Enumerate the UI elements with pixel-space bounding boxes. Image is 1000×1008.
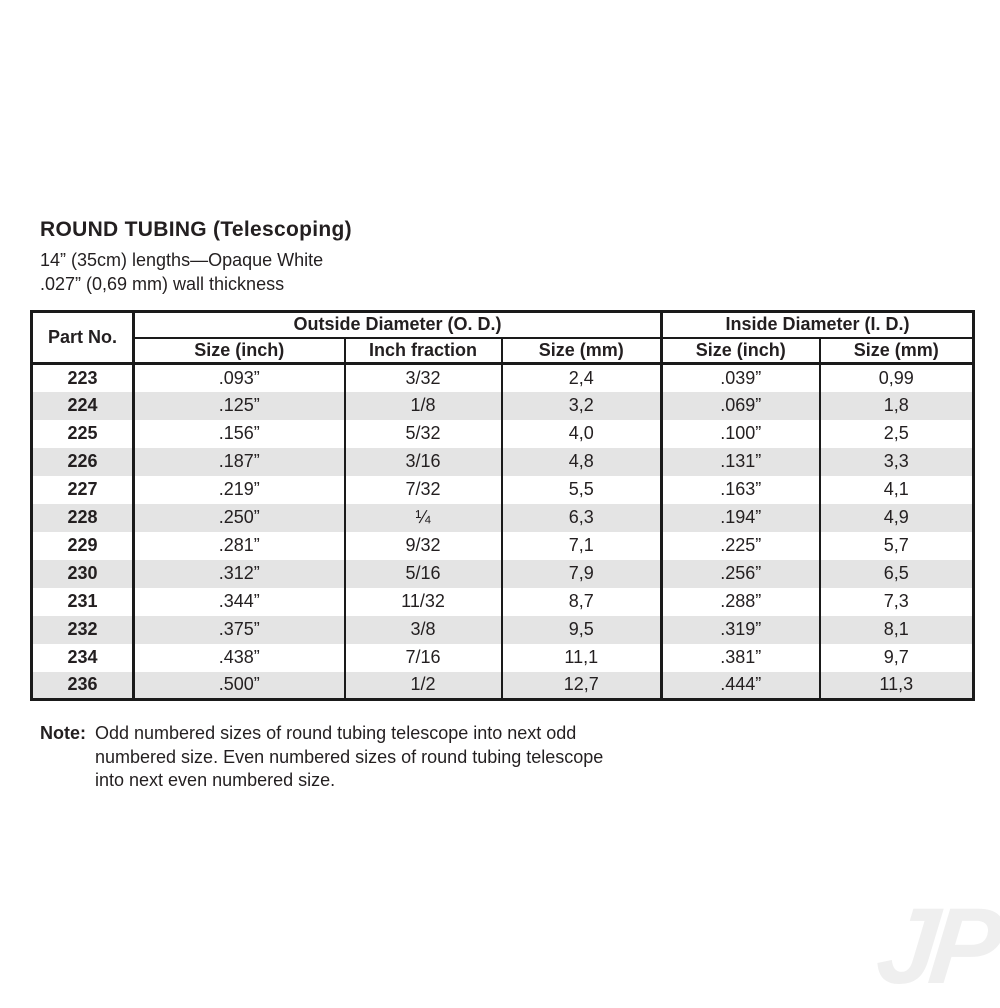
- cell-id-mm: 4,9: [883, 507, 909, 527]
- cell-od-inch: .156”: [134, 420, 345, 448]
- table-header-row-subs: [32, 338, 974, 364]
- table-row: [32, 560, 974, 588]
- table-row: [32, 448, 974, 476]
- cell-od-fraction: 7/16: [345, 644, 502, 672]
- cell-od-mm: 9,5: [502, 616, 662, 644]
- col-header-part-no: Part No.: [32, 312, 134, 364]
- cell-od-fraction: 1/2: [345, 672, 502, 700]
- cell-od-inch: .093”: [134, 364, 345, 392]
- cell-od-fraction: 3/16: [345, 448, 502, 476]
- cell-od-mm: 4,8: [502, 448, 662, 476]
- cell-part-no: 223: [32, 364, 134, 392]
- cell-id-inch: .163”: [662, 476, 820, 504]
- cell-id-inch: .225”: [662, 532, 820, 560]
- cell-od-fraction: ¼: [345, 504, 502, 532]
- cell-od-inch: .500”: [134, 672, 345, 700]
- cell-od-fraction: 3/8: [345, 616, 502, 644]
- table-body: [32, 364, 974, 700]
- cell-od-inch: .438”: [134, 644, 345, 672]
- cell-od-inch: .250”: [134, 504, 345, 532]
- cell-id-mm: 3,3: [883, 451, 909, 471]
- cell-od-inch: .344”: [134, 588, 345, 616]
- cell-od-mm: 4,0: [502, 420, 662, 448]
- cell-id-inch: .100”: [662, 420, 820, 448]
- cell-id-mm: 4,1: [883, 479, 909, 499]
- note-block: [40, 722, 603, 793]
- cell-id-mm: 5,7: [883, 535, 909, 555]
- cell-id-mm: 1,8: [883, 395, 909, 415]
- cell-od-inch: .187”: [134, 448, 345, 476]
- cell-od-mm: 7,9: [502, 560, 662, 588]
- cell-part-no: 229: [32, 532, 134, 560]
- cell-id-mm: 0,99: [878, 367, 914, 388]
- cell-od-inch: .281”: [134, 532, 345, 560]
- cell-od-mm: 11,1: [502, 644, 662, 672]
- cell-id-inch: .069”: [662, 392, 820, 420]
- col-header-od-size-mm: Size (mm): [502, 338, 662, 364]
- cell-id-mm: 6,5: [883, 563, 909, 583]
- tubing-size-table: [30, 310, 975, 701]
- table-row: [32, 616, 974, 644]
- table-row: [32, 588, 974, 616]
- col-header-od-size-inch: Size (inch): [134, 338, 345, 364]
- cell-od-fraction: 7/32: [345, 476, 502, 504]
- cell-id-inch: .319”: [662, 616, 820, 644]
- subtitle-line-wall-thickness: .027” (0,69 mm) wall thickness: [40, 274, 285, 294]
- col-header-id-size-inch: Size (inch): [662, 338, 820, 364]
- cell-id-inch: .381”: [662, 644, 820, 672]
- cell-part-no: 236: [32, 672, 134, 700]
- cell-od-inch: .219”: [134, 476, 345, 504]
- table-row: [32, 504, 974, 532]
- table-header: [32, 312, 974, 364]
- cell-part-no: 228: [32, 504, 134, 532]
- cell-id-inch: .288”: [662, 588, 820, 616]
- cell-id-inch: .256”: [662, 560, 820, 588]
- cell-id-mm: 2,5: [883, 423, 909, 443]
- table-header-row-groups: [32, 312, 974, 338]
- cell-od-fraction: 1/8: [345, 392, 502, 420]
- col-header-od-inch-fraction: Inch fraction: [345, 338, 502, 364]
- table-row: [32, 476, 974, 504]
- cell-od-mm: 12,7: [502, 672, 662, 700]
- table-row: [32, 532, 974, 560]
- cell-od-mm: 2,4: [502, 364, 662, 392]
- cell-od-fraction: 5/16: [345, 560, 502, 588]
- cell-od-mm: 8,7: [502, 588, 662, 616]
- cell-part-no: 224: [32, 392, 134, 420]
- cell-id-mm: 9,7: [883, 647, 909, 667]
- table-row: [32, 672, 974, 700]
- cell-od-inch: .375”: [134, 616, 345, 644]
- cell-part-no: 234: [32, 644, 134, 672]
- note-line: Odd numbered sizes of round tubing telescope into next odd: [95, 723, 577, 743]
- cell-id-mm: 7,3: [883, 591, 909, 611]
- cell-part-no: 226: [32, 448, 134, 476]
- cell-od-mm: 6,3: [502, 504, 662, 532]
- cell-id-inch: .444”: [662, 672, 820, 700]
- cell-od-inch: .312”: [134, 560, 345, 588]
- note-line: into next even numbered size.: [95, 770, 336, 790]
- col-group-inside-diameter: Inside Diameter (I. D.): [662, 312, 974, 338]
- jp-logo-watermark: JP: [871, 885, 1000, 1006]
- cell-od-fraction: 9/32: [345, 532, 502, 560]
- cell-part-no: 232: [32, 616, 134, 644]
- col-group-outside-diameter: Outside Diameter (O. D.): [134, 312, 662, 338]
- table-row: [32, 420, 974, 448]
- table-row: [32, 644, 974, 672]
- cell-part-no: 230: [32, 560, 134, 588]
- note-line: numbered size. Even numbered sizes of round tubing telescope: [95, 746, 604, 767]
- cell-part-no: 227: [32, 476, 134, 504]
- note-label: Note:: [40, 723, 86, 743]
- cell-od-fraction: 3/32: [345, 364, 502, 392]
- cell-od-mm: 3,2: [502, 392, 662, 420]
- cell-id-mm: 8,1: [883, 619, 909, 639]
- table-row: [32, 364, 974, 392]
- cell-id-inch: .039”: [662, 364, 820, 392]
- cell-od-mm: 5,5: [502, 476, 662, 504]
- cell-id-inch: .131”: [662, 448, 820, 476]
- cell-od-mm: 7,1: [502, 532, 662, 560]
- cell-od-inch: .125”: [134, 392, 345, 420]
- title-block: [40, 218, 352, 296]
- cell-od-fraction: 11/32: [345, 588, 502, 616]
- table-row: [32, 392, 974, 420]
- cell-part-no: 231: [32, 588, 134, 616]
- page-title: ROUND TUBING (Telescoping): [40, 218, 352, 241]
- cell-part-no: 225: [32, 420, 134, 448]
- cell-id-mm: 11,3: [879, 674, 914, 695]
- col-header-id-size-mm: Size (mm): [820, 338, 974, 364]
- subtitle-line-lengths: 14” (35cm) lengths—Opaque White: [40, 250, 324, 270]
- note-text: [95, 722, 603, 793]
- cell-od-fraction: 5/32: [345, 420, 502, 448]
- cell-id-inch: .194”: [662, 504, 820, 532]
